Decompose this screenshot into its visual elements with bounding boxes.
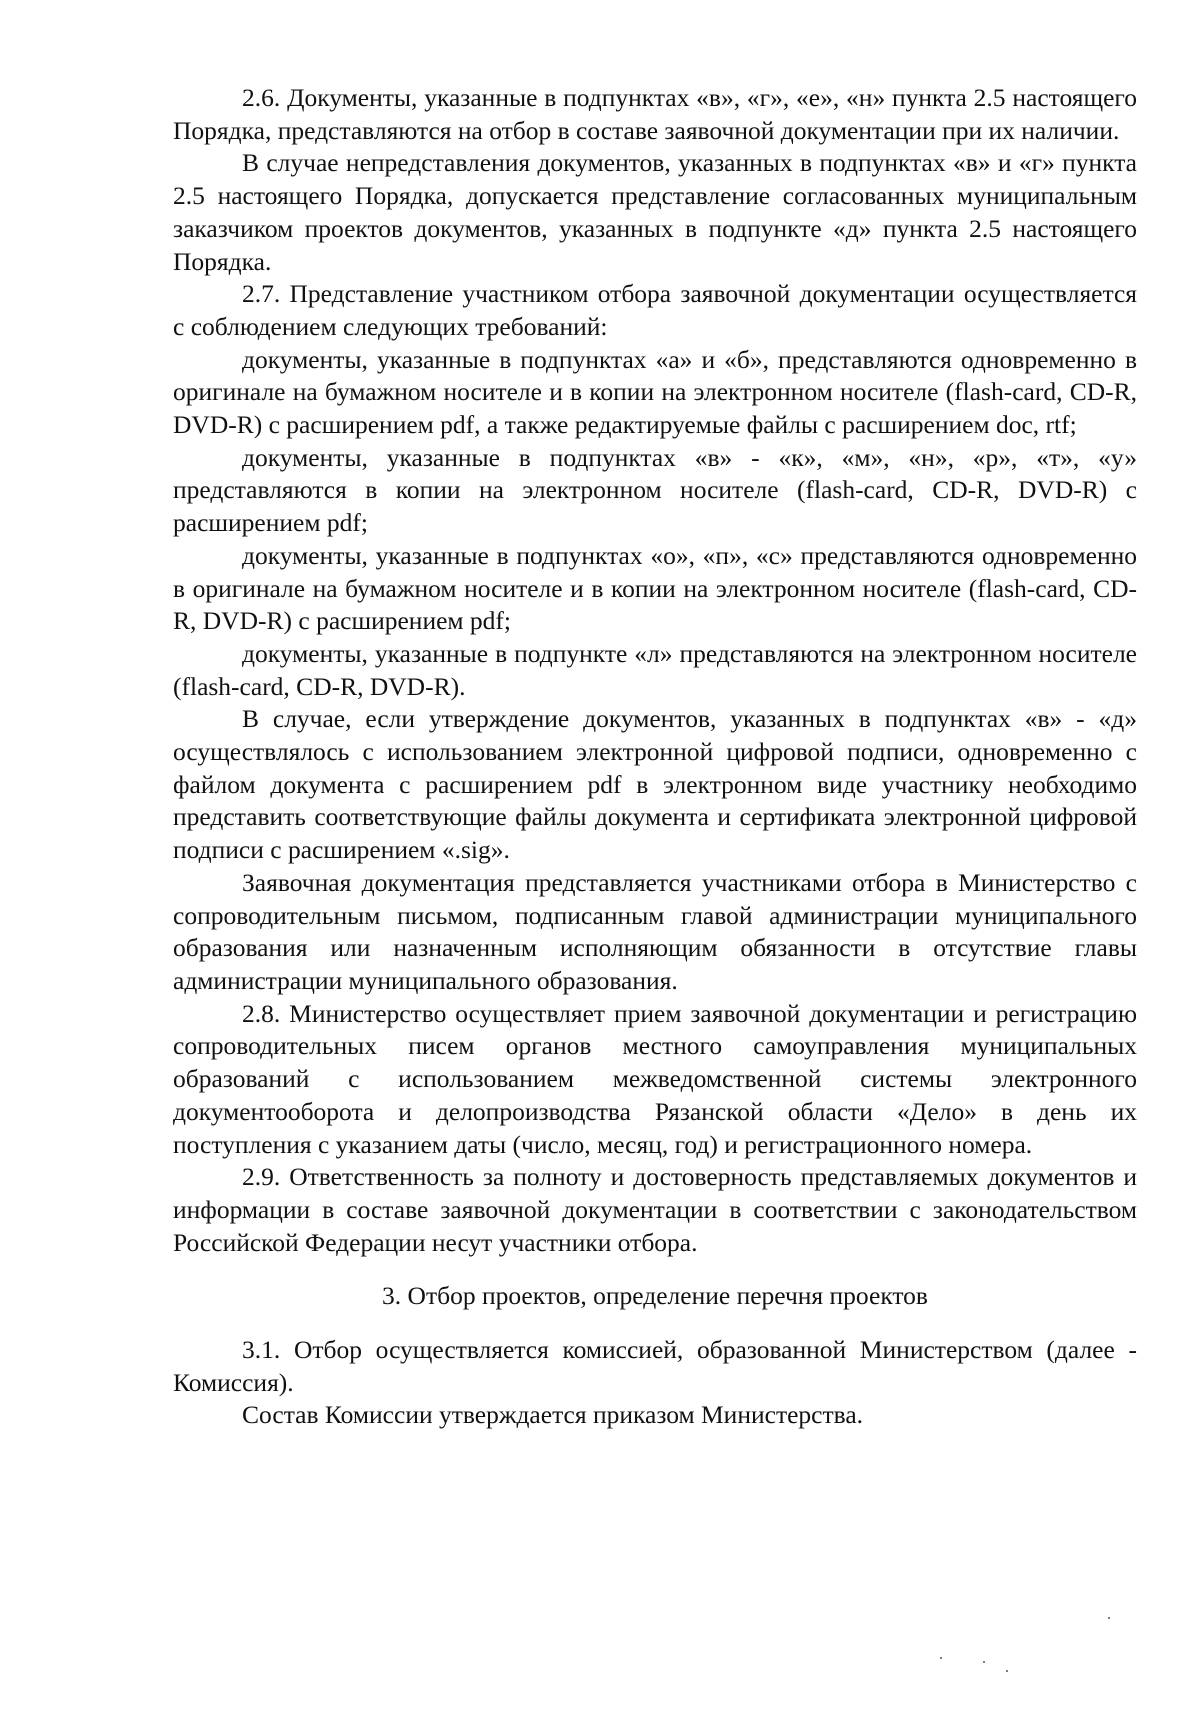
paragraph-digital-signature: В случае, если утверждение документов, указанных в подпунктах «в» - «д» осуществлялось с использованием электронной цифровой подписи, одновременно с файлом документа с расширением pdf в электронном виде участнику необходимо представить соответствующие файлы документа и сертификата электронной цифровой подписи с расширением «.sig». xyxy=(173,704,1137,865)
requirement-o-p-s: документы, указанные в подпунктах «о», «п», «с» представляются одновременно в оригинале на бумажном носителе и в копии на электронном носителе (flash-card, CD-R, DVD-R) с расширением pdf; xyxy=(173,540,1137,636)
scan-speck xyxy=(1108,1617,1110,1619)
paragraph-cover-letter: Заявочная документация представляется участниками отбора в Министерство с сопроводительным письмом, подписанным главой администрации муниципального образования или назначенным исполняющим обязанности в отсутствие главы администрации муниципального образования. xyxy=(173,867,1137,995)
paragraph-commission-composition: Состав Комиссии утверждается приказом Министерства. xyxy=(242,1400,864,1430)
requirement-a-b: документы, указанные в подпунктах «а» и «б», представляются одновременно в оригинале на бумажном носителе и в копии на электронном носителе (flash-card, CD-R, DVD-R) с расширением pdf, а также редактируемые файлы с расширением doc, rtf; xyxy=(173,344,1137,440)
requirement-v-u: документы, указанные в подпунктах «в» - «к», «м», «н», «р», «т», «у» представляются в копии на электронном носителе (flash-card, CD-R, DVD-R) с расширением pdf; xyxy=(173,442,1137,538)
scan-speck xyxy=(1006,1670,1008,1672)
scan-speck xyxy=(940,1657,942,1659)
paragraph-2-9: 2.9. Ответственность за полноту и достоверность представляемых документов и информации в составе заявочной документации в соответствии с законодательством Российской Федерации несут участники отбора. xyxy=(173,1162,1137,1257)
paragraph-2-6-exception: В случае непредставления документов, указанных в подпунктах «в» и «г» пункта 2.5 настоящего Порядка, допускается представление согласованных муниципальным заказчиком проектов документов, указанных в подпункте «д» пункта 2.5 настоящего Порядка. xyxy=(173,148,1137,276)
section-3-heading: 3. Отбор проектов, определение перечня проектов xyxy=(382,1281,928,1311)
paragraph-2-7: 2.7. Представление участником отбора заявочной документации осуществляется с соблюдением следующих требований: xyxy=(173,279,1137,341)
paragraph-2-6: 2.6. Документы, указанные в подпунктах «в», «г», «е», «н» пункта 2.5 настоящего Порядка, представляются на отбор в составе заявочной документации при их наличии. xyxy=(173,83,1137,145)
paragraph-3-1: 3.1. Отбор осуществляется комиссией, образованной Министерством (далее - Комиссия). xyxy=(173,1335,1137,1397)
paragraph-2-8: 2.8. Министерство осуществляет прием заявочной документации и регистрацию сопроводительных писем органов местного самоуправления муниципальных образований с использованием межведомственной системы электронного документооборота и делопроизводства Рязанской области «Дело» в день их поступления с указанием даты (число, месяц, год) и регистрационного номера. xyxy=(173,998,1137,1159)
document-body xyxy=(173,82,1137,1432)
requirement-l: документы, указанные в подпункте «л» представляются на электронном носителе (flash-card, CD-R, DVD-R). xyxy=(173,638,1137,701)
scan-speck xyxy=(983,1661,985,1663)
